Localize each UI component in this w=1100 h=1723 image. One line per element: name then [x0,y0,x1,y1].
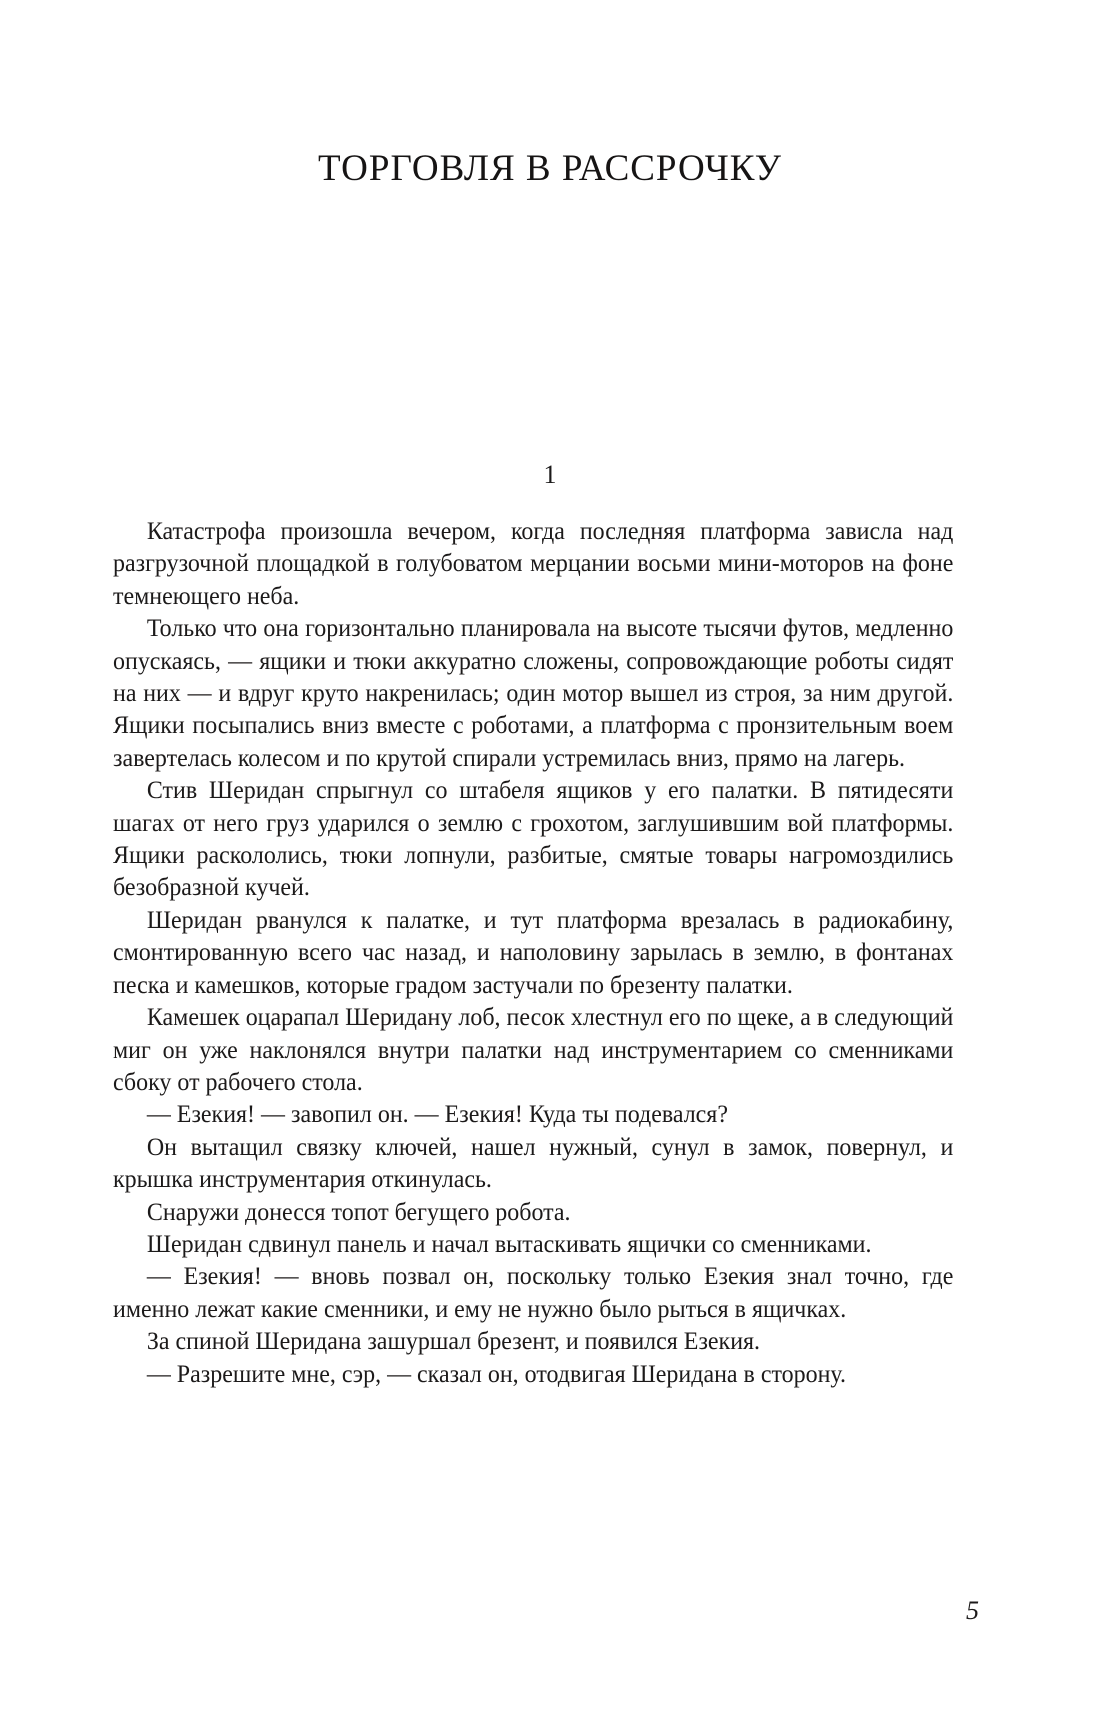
paragraph: Он вытащил связку ключей, нашел нужный, сунул в замок, повернул, и крышка инструментария откинулась. [113,1131,954,1194]
paragraph: — Езекия! — завопил он. — Езекия! Куда ты подевался? [146,1099,728,1129]
section-number: 1 [543,460,557,489]
paragraph: — Езекия! — вновь позвал он, поскольку только Езекия знал точно, где именно лежат какие сменники, и ему не нужно было рыться в ящичках. [113,1261,954,1323]
paragraph: Катастрофа произошла вечером, когда последняя платформа зависла над разгрузочной площадкой в голубоватом мерцании восьми мини-моторов на фоне темнеющего неба. [113,516,954,610]
body-text [113,515,953,1390]
paragraph: Камешек оцарапал Шеридану лоб, песок хлестнул его по щеке, а в следующий миг он уже наклонялся внутри палатки над инструментарием со сменниками сбоку от рабочего стола. [113,1002,954,1096]
paragraph: За спиной Шеридана зашуршал брезент, и появился Езекия. [146,1326,761,1356]
paragraph: Снаружи донесся топот бегущего робота. [146,1196,571,1226]
paragraph: — Разрешите мне, сэр, — сказал он, отодвигая Шеридана в сторону. [146,1358,847,1388]
paragraph: Стив Шеридан спрыгнул со штабеля ящиков у его палатки. В пятидесяти шагах от него груз ударился о землю с грохотом, заглушившим вой платформы. Ящики раскололись, тюки лопнули, разбитые, смятые товары нагромоздились безобразной кучей. [113,775,954,902]
paragraph: Шеридан рванулся к палатке, и тут платформа врезалась в радиокабину, смонтированную всего час назад, и наполовину зарылась в землю, в фонтанах песка и камешков, которые градом застучали по брезенту палатки. [113,904,954,999]
chapter-title: ТОРГОВЛЯ В РАССРОЧКУ [318,148,782,189]
paragraph: Только что она горизонтально планировала на высоте тысячи футов, медленно опускаясь, — ящики и тюки аккуратно сложены, сопровождающие роботы сидят на них — и вдруг круто накренилась; один мотор вышел из строя, за ним другой. Ящики посыпались вниз вместе с роботами, а платформа с пронзительным воем завертелась колесом и по крутой спирали устремилась вниз, прямо на лагерь. [113,613,954,772]
paragraph: Шеридан сдвинул панель и начал вытаскивать ящички со сменниками. [146,1228,872,1258]
page-number: 5 [966,1596,979,1625]
